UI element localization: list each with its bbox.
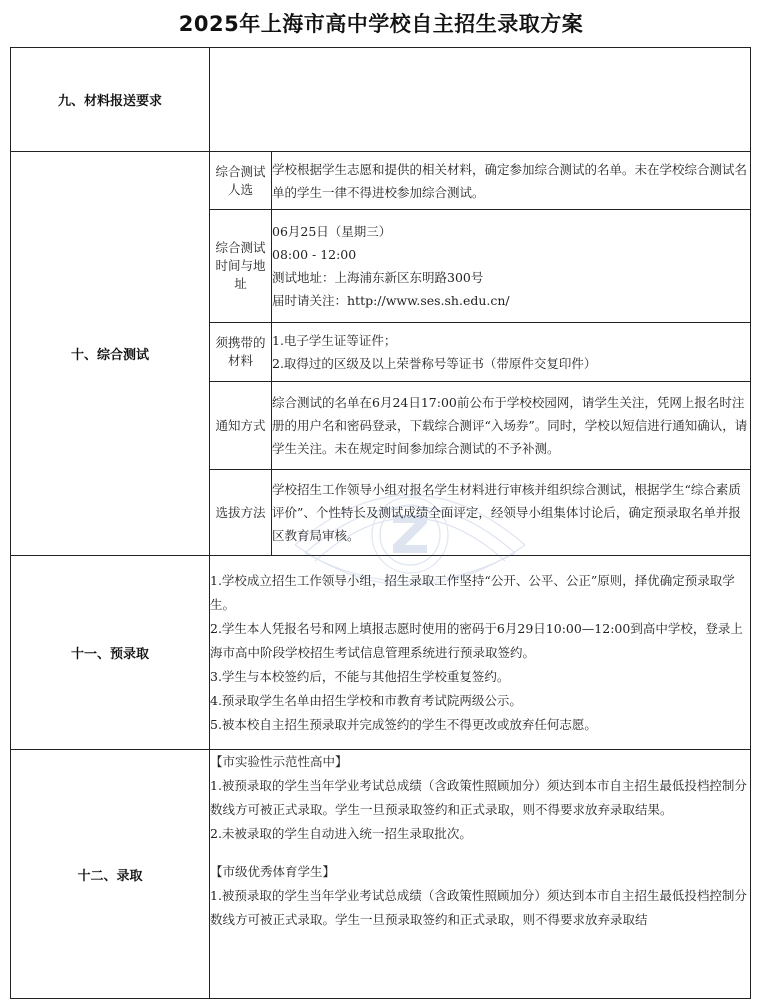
list-item: 1.被预录取的学生当年学业考试总成绩（含政策性照顾加分）须达到本市自主招生最低投档控制分数线方可被正式录取。学生一旦预录取签约和正式录取，则不得要求放弃录取结果。: [210, 778, 747, 817]
text-line: 学校根据学生志愿和提供的相关材料，确定参加综合测试的名单。未在学校综合测试名单的学生一律不得进校参加综合测试。: [272, 161, 748, 200]
test-subheading-candidates: 综合测试人选: [210, 152, 272, 210]
section-label-materials: 九、材料报送要求: [11, 48, 210, 152]
section-row-admission: [11, 750, 751, 999]
text-line: 06月25日（星期三）: [272, 224, 392, 239]
section-row-test: [11, 152, 751, 210]
test-content-time: [272, 210, 751, 323]
section-label-admission: 十二、录取: [11, 750, 210, 999]
section-label-preadmission: 十一、预录取: [11, 556, 210, 750]
text-line: 08:00 - 12:00: [272, 247, 357, 262]
text-line: 2.取得过的区级及以上荣誉称号等证书（带原件交复印件）: [272, 356, 597, 371]
group-title: 【市级优秀体育学生】: [210, 864, 336, 879]
list-item: 2.未被录取的学生自动进入统一招生录取批次。: [210, 826, 472, 841]
text-line: 测试地址：上海浦东新区东明路300号: [272, 270, 484, 285]
test-subheading-time: 综合测试时间与地址: [210, 210, 272, 323]
spacer: [210, 846, 750, 860]
test-subheading-selection: 选拔方法: [210, 470, 272, 556]
website-link[interactable]: 届时请关注：http://www.ses.sh.edu.cn/: [272, 293, 510, 308]
test-content-candidates: [272, 152, 751, 210]
section-row-preadmission: [11, 556, 751, 750]
list-item: 4.预录取学生名单由招生学校和市教育考试院两级公示。: [210, 692, 522, 708]
section-label-test: 十、综合测试: [11, 152, 210, 556]
list-item: 5.被本校自主招生预录取并完成签约的学生不得更改或放弃任何志愿。: [210, 716, 597, 732]
list-item: 1.学校成立招生工作领导小组，招生录取工作坚持“公开、公平、公正”原则，择优确定预录取学生。: [210, 572, 735, 612]
test-subheading-materials: 须携带的材料: [210, 323, 272, 382]
list-item: 2.学生本人凭报名号和网上填报志愿时使用的密码于6月29日10:00—12:00到高中学校，登录上海市高中阶段学校招生考试信息管理系统进行预录取签约。: [210, 620, 743, 660]
text-line: 综合测试的名单在6月24日17:00前公布于学校校园网，请学生关注，凭网上报名时注册的用户名和密码登录，下载综合测评“入场券”。同时，学校以短信进行通知确认，请学生关注。未在规定时间参加综合测试的不予补测。: [272, 395, 748, 456]
test-content-notice: [272, 382, 751, 470]
section-content-admission: [210, 750, 751, 999]
test-subheading-notice: 通知方式: [210, 382, 272, 470]
section-content-preadmission: [210, 556, 751, 750]
list-item: 1.被预录取的学生当年学业考试总成绩（含政策性照顾加分）须达到本市自主招生最低投档控制分数线方可被正式录取。学生一旦预录取签约和正式录取，则不得要求放弃录取结: [210, 888, 747, 927]
text-line: 1.电子学生证等证件；: [272, 333, 397, 348]
section-content-materials: [210, 48, 751, 152]
test-content-selection: [272, 470, 751, 556]
page-title: 2025年上海市高中学校自主招生录取方案: [178, 12, 584, 36]
section-row-materials: [11, 48, 751, 152]
test-content-materials: [272, 323, 751, 382]
text-line: 学校招生工作领导小组对报名学生材料进行审核并组织综合测试，根据学生“综合素质评价”、个性特长及测试成绩全面评定，经领导小组集体讨论后，确定预录取名单并报区教育局审核。: [272, 482, 741, 543]
list-item: 3.学生与本校签约后，不能与其他招生学校重复签约。: [210, 668, 510, 684]
admission-plan-table: [10, 47, 751, 999]
group-title: 【市实验性示范性高中】: [210, 754, 348, 769]
